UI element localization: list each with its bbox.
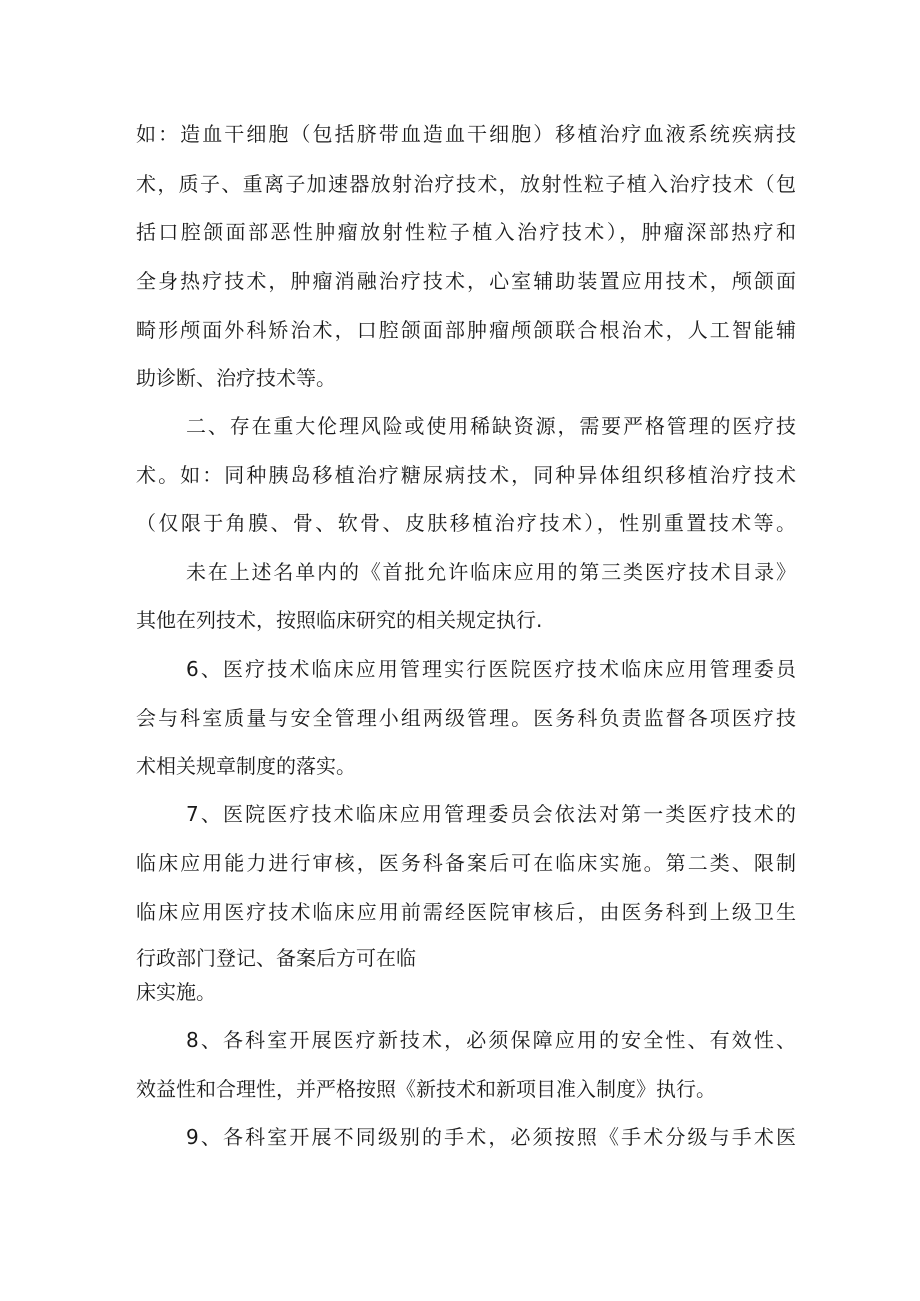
paragraph-start-line: 6、医疗技术临床应用管理实行医院医疗技术临床应用管理委员: [186, 657, 796, 681]
paragraph-start-line: 7、医院医疗技术临床应用管理委员会依法对第一类医疗技术的: [186, 802, 796, 826]
paragraph-start-line: 9、各科室开展不同级别的手术，必须按照《手术分级与手术医: [186, 1125, 796, 1149]
text-line: 会与科室质量与安全管理小组两级管理。医务科负责监督各项医疗技: [136, 706, 796, 730]
text-line: 括口腔颌面部恶性肿瘤放射性粒子植入治疗技术），肿瘤深部热疗和: [136, 220, 796, 244]
text-line: 床实施。: [136, 980, 216, 1004]
text-line: 效益性和合理性，并严格按照《新技术和新项目准入制度》执行。: [136, 1077, 716, 1101]
text-line: 如：造血干细胞（包括脐带血造血干细胞）移植治疗血液系统疾病技: [136, 122, 796, 146]
text-line: 行政部门登记、备案后方可在临: [136, 946, 416, 970]
text-line: 术。如：同种胰岛移植治疗糖尿病技术，同种异体组织移植治疗技术: [136, 463, 796, 487]
paragraph-start-line: 未在上述名单内的《首批允许临床应用的第三类医疗技术目录》: [186, 560, 796, 584]
text-line: 畸形颅面外科矫治术，口腔颌面部肿瘤颅颌联合根治术，人工智能辅: [136, 318, 796, 342]
text-line: 全身热疗技术，肿瘤消融治疗技术，心室辅助装置应用技术，颅颌面: [136, 269, 796, 293]
paragraph-start-line: 8、各科室开展医疗新技术，必须保障应用的安全性、有效性、: [186, 1028, 796, 1052]
text-line: 术，质子、重离子加速器放射治疗技术，放射性粒子植入治疗技术（包: [136, 172, 796, 196]
text-line: 其他在列技术，按照临床研究的相关规定执行.: [136, 608, 543, 632]
paragraph-start-line: 二、存在重大伦理风险或使用稀缺资源，需要严格管理的医疗技: [186, 414, 796, 438]
text-line: 临床应用能力进行审核，医务科备案后可在临床实施。第二类、限制: [136, 851, 796, 875]
text-line: （仅限于角膜、骨、软骨、皮肤移植治疗技术），性别重置技术等。: [136, 511, 796, 535]
text-line: 临床应用医疗技术临床应用前需经医院审核后，由医务科到上级卫生: [136, 900, 796, 924]
text-line: 术相关规章制度的落实。: [136, 754, 356, 778]
text-line: 助诊断、治疗技术等。: [136, 366, 336, 390]
